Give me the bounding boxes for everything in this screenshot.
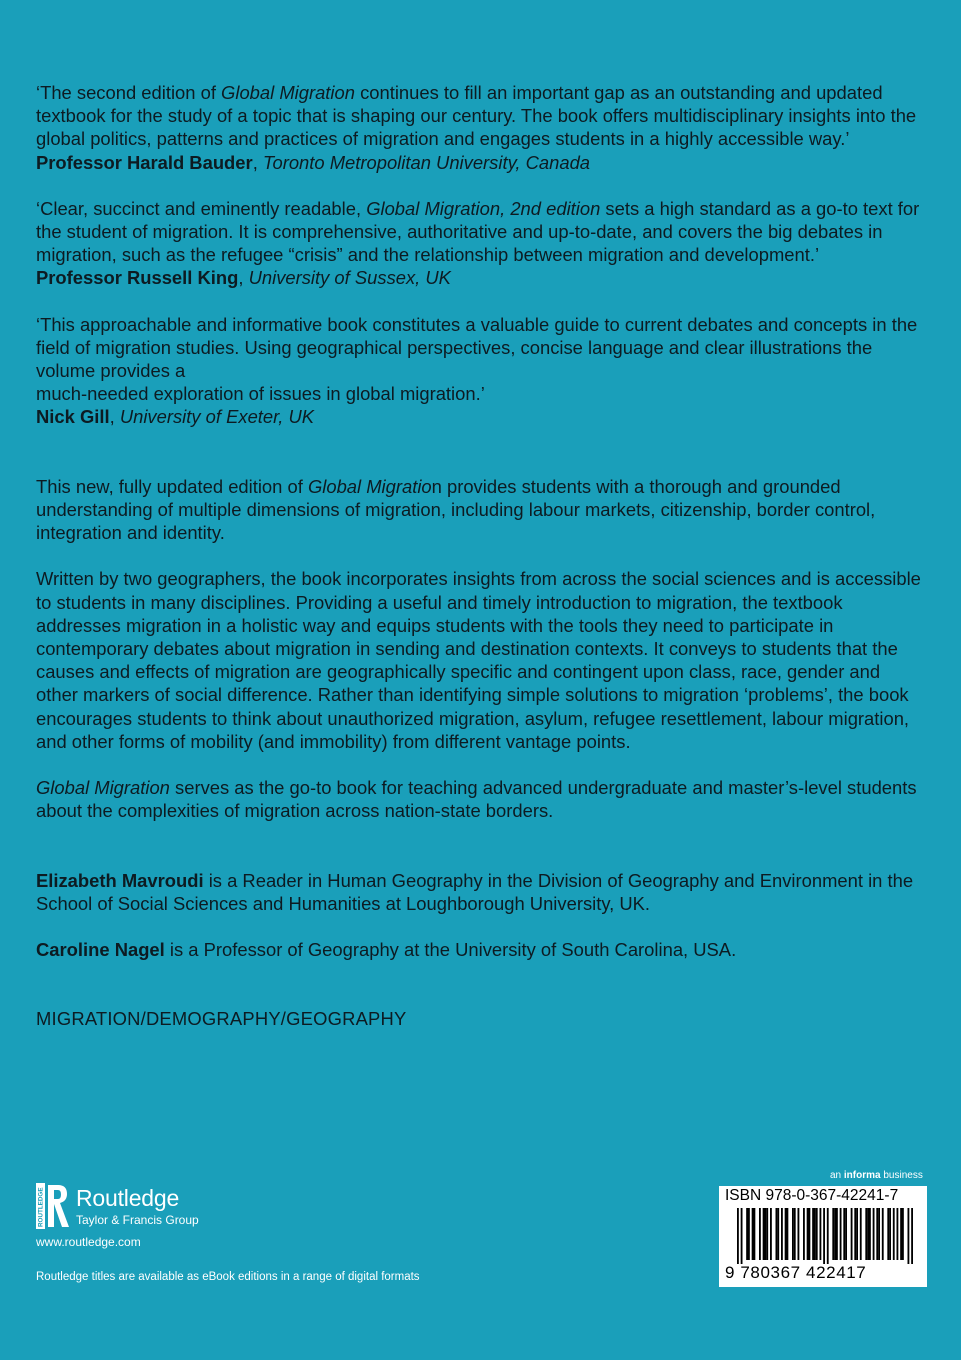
barcode-bar <box>876 1208 878 1260</box>
barcode-bar <box>748 1208 750 1260</box>
text-run: This new, fully updated edition of <box>36 475 308 497</box>
quote-affiliation: University of Sussex, UK <box>248 267 451 289</box>
barcode-bar <box>869 1208 871 1260</box>
barcode-bar <box>794 1208 796 1260</box>
barcode-bar <box>814 1208 816 1260</box>
barcode-bar <box>759 1208 761 1260</box>
barcode-bar <box>900 1208 902 1260</box>
barcode-bar <box>803 1208 805 1260</box>
barcode-bar <box>807 1208 809 1260</box>
publisher-group: Taylor & Francis Group <box>76 1213 199 1227</box>
text-run: serves as the go-to book for teaching advanced undergraduate and master’s-level students about the complexities of migration across nation-state borders. <box>36 777 917 822</box>
barcode-bar <box>827 1208 829 1264</box>
barcode-bar <box>851 1208 853 1260</box>
barcode-bar <box>887 1208 889 1260</box>
barcode-bar <box>854 1208 856 1260</box>
publisher-url: www.routledge.com <box>36 1235 141 1249</box>
text-run: ‘Clear, succinct and eminently readable, <box>36 197 367 219</box>
quote-attribution: Professor Harald Bauder, Toronto Metropolitan University, Canada <box>36 151 591 173</box>
endorsements <box>36 81 926 429</box>
barcode-bar <box>787 1208 789 1260</box>
informa-suffix: business <box>880 1170 923 1181</box>
author-description: is a Professor of Geography at the University of South Carolina, USA. <box>164 939 737 961</box>
text-run: continues to fill an important gap as an outstanding and updated textbook for the study of a topic that is shaping our century. The book offers multidisciplinary insights into the global politics, patterns and practices of migration and engages students in a highly accessible way.’ <box>36 82 917 150</box>
barcode-bar <box>781 1208 783 1260</box>
text-run: sets a high standard as a go-to text for the student of migration. It is comprehensive, authoritative and up-to-date, and covers the big debates in migration, such as the refugee “crisis” and the relationship between migration and development.’ <box>36 197 920 266</box>
barcode-bar <box>823 1208 825 1264</box>
barcode-bar <box>752 1208 754 1260</box>
barcode-bar <box>820 1208 822 1260</box>
barcode-bar <box>867 1208 869 1260</box>
description-paragraph <box>36 475 926 545</box>
barcode-bar <box>792 1208 794 1260</box>
informa-prefix: an <box>830 1170 844 1181</box>
informa-business <box>830 1170 923 1181</box>
barcode-bar <box>902 1208 904 1260</box>
barcode-bar <box>856 1208 858 1260</box>
author-name: Caroline Nagel <box>36 939 165 961</box>
endorsement-quote <box>36 313 926 429</box>
barcode-bar <box>766 1208 768 1260</box>
barcode-bar <box>816 1208 818 1260</box>
barcode-bar <box>840 1208 842 1260</box>
barcode-bar <box>911 1208 913 1264</box>
ebook-note: Routledge titles are available as eBook editions in a range of digital formats <box>36 1271 420 1283</box>
title-italic: Global Migration <box>36 777 170 799</box>
text-run: much-needed exploration of issues in global migration.’ <box>36 383 485 405</box>
book-description <box>36 475 926 823</box>
quote-affiliation: University of Exeter, UK <box>119 406 315 428</box>
isbn-label: ISBN 978-0-367-42241-7 <box>725 1187 899 1204</box>
barcode-bar <box>834 1208 836 1260</box>
text-run: ‘This approachable and informative book constitutes a valuable guide to current debates and concepts in the field of migration studies. Using geographical perspectives, concise language and clear illustrations the volume provides a <box>36 313 918 382</box>
subject-category: MIGRATION/DEMOGRAPHY/GEOGRAPHY <box>36 1008 407 1030</box>
title-italic: Global Migration <box>221 82 355 103</box>
routledge-logo <box>36 1183 216 1233</box>
barcode-bar <box>878 1208 880 1260</box>
title-italic: Global Migratio <box>307 475 432 497</box>
isbn-digits: 9 780367 422417 <box>725 1263 867 1282</box>
barcode-bar <box>882 1208 884 1260</box>
barcode-bar <box>785 1208 787 1260</box>
barcode-bar <box>860 1208 862 1260</box>
barcode-bar <box>889 1208 891 1260</box>
barcode-bar <box>777 1208 779 1260</box>
barcode-bar <box>746 1208 748 1260</box>
barcode-bar <box>770 1208 772 1260</box>
barcode-bar <box>897 1208 899 1260</box>
author-name: Elizabeth Mavroudi <box>36 869 204 891</box>
quote-attribution: Nick Gill, University of Exeter, UK <box>36 406 315 428</box>
routledge-r-icon <box>36 1183 72 1229</box>
description-paragraph <box>36 567 926 753</box>
author-description: is a Reader in Human Geography in the Division of Geography and Environment in the School of Social Sciences and Humanities at Loughborough University, UK. <box>36 869 914 914</box>
barcode-bar <box>776 1208 778 1260</box>
quote-author: Professor Harald Bauder <box>36 151 253 173</box>
author-bio <box>36 869 926 915</box>
barcode-bar <box>873 1208 875 1260</box>
informa-brand: informa <box>843 1170 881 1181</box>
barcode-bar <box>763 1208 765 1260</box>
barcode-bar <box>865 1208 867 1260</box>
text-run: n provides students with a thorough and grounded understanding of multiple dimensions of migration, including labour markets, citizenship, border control, integration and identity. <box>36 475 876 544</box>
barcode-bar <box>832 1208 834 1260</box>
back-cover-text <box>36 81 926 1031</box>
quote-text <box>36 313 926 406</box>
author-bios <box>36 869 926 962</box>
barcode-bar <box>836 1208 838 1260</box>
isbn-barcode <box>719 1186 927 1287</box>
barcode-bar <box>843 1208 845 1260</box>
quote-author: Professor Russell King <box>36 267 239 289</box>
barcode-bar <box>765 1208 767 1260</box>
endorsement-quote <box>36 81 926 174</box>
title-italic: Global Migration, 2nd edition <box>366 197 601 219</box>
barcode-bars <box>737 1208 913 1264</box>
quote-attribution: Professor Russell King, University of Sussex, UK <box>36 267 451 289</box>
description-paragraph <box>36 776 926 822</box>
barcode-bar <box>754 1208 756 1260</box>
quote-author: Nick Gill <box>36 406 110 428</box>
barcode-bar <box>893 1208 895 1260</box>
quote-text <box>36 81 926 151</box>
text-run: Written by two geographers, the book incorporates insights from across the social sciences and is accessible to students in many disciplines. Providing a useful and timely introduction to migration, the textbook addresses migration in a holistic way and equips students with the tools they need to participate in contemporary debates about migration in sending and destination contexts. It conveys to students that the causes and effects of migration are geographically specific and contingent upon class, race, gender and other markers of social difference. Rather than identifying simple solutions to migration ‘problems’, the book encourages students to think about unauthorized migration, asylum, refugee resettlement, labour migration, and other forms of mobility (and immobility) from different vantage points. <box>36 568 921 752</box>
publisher-name: Routledge <box>76 1185 180 1211</box>
barcode-bar <box>812 1208 814 1260</box>
barcode-bar <box>908 1208 910 1264</box>
quote-text <box>36 197 926 267</box>
author-bio <box>36 938 926 961</box>
barcode-bar <box>809 1208 811 1260</box>
barcode-bar <box>741 1208 743 1264</box>
endorsement-quote <box>36 197 926 290</box>
barcode-bar <box>737 1208 739 1264</box>
text-run: ‘The second edition of <box>36 82 222 103</box>
logo-vertical-text: ROUTLEDGE <box>37 1187 45 1227</box>
barcode-bar <box>798 1208 800 1260</box>
quote-affiliation: Toronto Metropolitan University, Canada <box>262 151 591 173</box>
barcode-bar <box>845 1208 847 1260</box>
